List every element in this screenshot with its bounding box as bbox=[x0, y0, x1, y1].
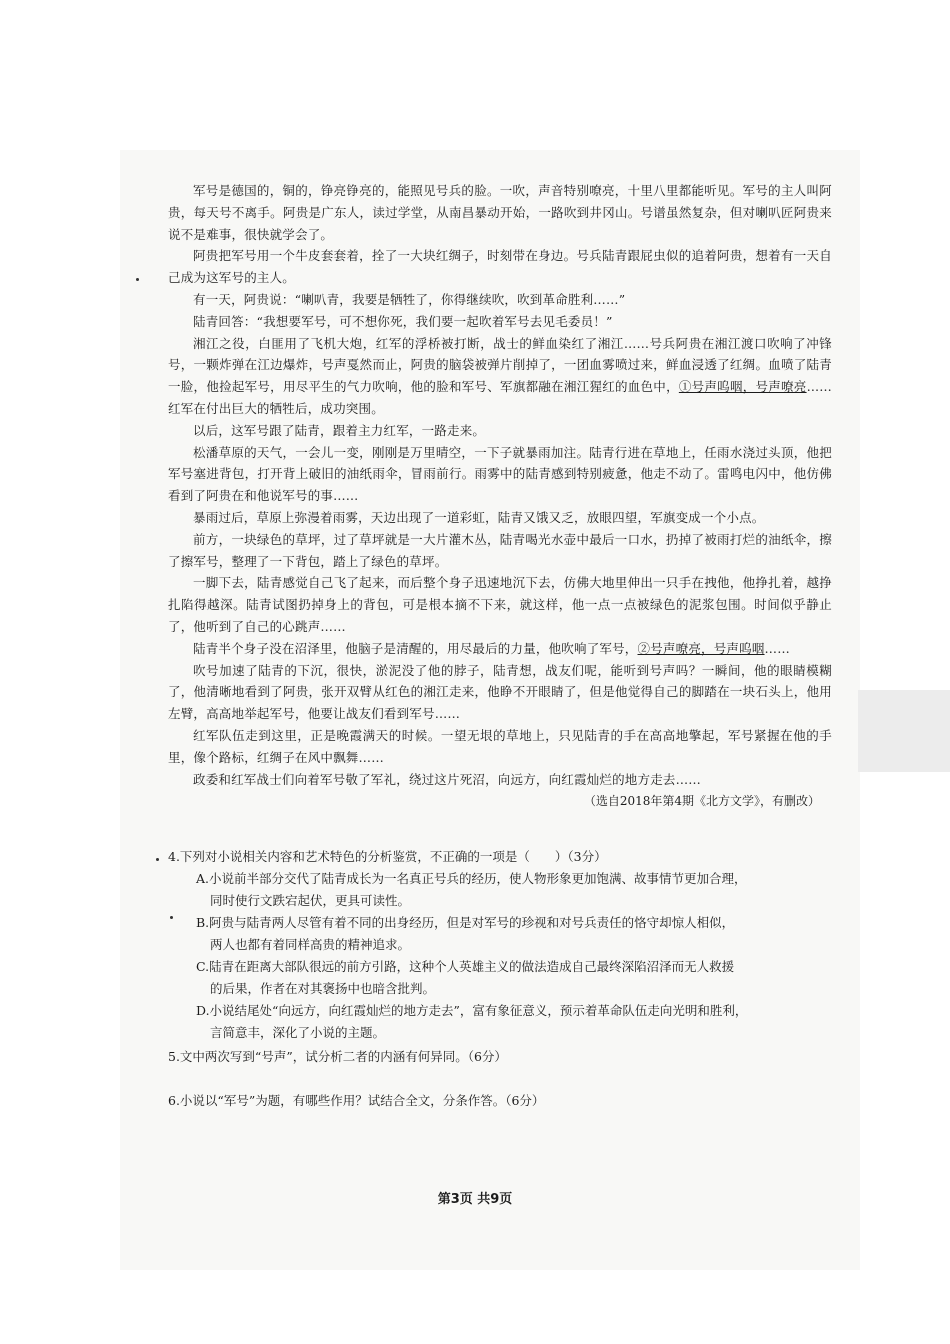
article-paragraph: 吹号加速了陆青的下沉，很快，淤泥没了他的脖子，陆青想，战友们呢，能听到号声吗？一瞬间，他的眼睛模糊了，他清晰地看到了阿贵，张开双臂从红色的湘江走来，他睁不开眼睛了，但是他觉得自己的脚踏在一块石头上，他用左臂，高高地举起军号，他要让战友们看到军号…… bbox=[168, 662, 832, 722]
article-paragraph bbox=[168, 333, 832, 420]
article-paragraph: 红军队伍走到这里，正是晚霞满天的时候。一望无垠的草地上，只见陆青的手在高高地擎起，军号紧握在他的手里，像个路标，红绸子在风中飘舞…… bbox=[168, 727, 832, 765]
source-citation: （选自2018年第4期《北方文学》，有删改） bbox=[583, 794, 820, 809]
option-c: C.陆青在距离大部队很远的前方引路，这种个人英雄主义的做法造成自己最终深陷沼泽而无人救援 bbox=[196, 959, 735, 974]
article-paragraph: 有一天，阿贵说：“喇叭青，我要是牺牲了，你得继续吹，吹到革命胜利……” bbox=[193, 291, 626, 307]
article-paragraph: 阿贵把军号用一个牛皮套套着，拴了一大块红绸子，时刻带在身边。号兵陆青跟屁虫似的追着阿贵，想着有一天自己成为这军号的主人。 bbox=[168, 248, 832, 286]
option-b-cont: 两人也都有着同样高贵的精神追求。 bbox=[210, 937, 411, 952]
paragraph-text: ……红军在付出巨大的牺牲后，成功突围。 bbox=[168, 379, 832, 416]
option-a: A.小说前半部分交代了陆青成长为一名真正号兵的经历，使人物形象更加饱满、故事情节更加合理， bbox=[196, 871, 747, 886]
questions-section bbox=[168, 846, 848, 1112]
article-body bbox=[168, 180, 832, 812]
article-paragraph: 政委和红军战士们向着军号敬了军礼，绕过这片死沼，向远方，向红霞灿烂的地方走去…… bbox=[193, 771, 702, 787]
article-paragraph bbox=[168, 638, 832, 660]
page-number: 第3页 共9页 bbox=[437, 1192, 513, 1207]
scan-shadow bbox=[858, 690, 950, 772]
article-paragraph: 军号是德国的，铜的，铮亮铮亮的，能照见号兵的脸。一吹，声音特别嘹亮，十里八里都能听见。军号的主人叫阿贵，每天号不离手。阿贵是广东人，读过学堂，从南昌暴动开始，一路吹到井冈山。号谱虽然复杂，但对喇叭匠阿贵来说不是难事，很快就学会了。 bbox=[168, 183, 832, 242]
article-paragraph: 前方，一块绿色的草坪，过了草坪就是一大片灌木丛，陆青喝光水壶中最后一口水，扔掉了被雨打烂的油纸伞，擦了擦军号，整理了一下背包，踏上了绿色的草坪。 bbox=[168, 531, 832, 569]
question-5: 5.文中两次写到“号声”，试分析二者的内涵有何异同。（6分） bbox=[168, 1049, 507, 1064]
option-b: B.阿贵与陆青两人尽管有着不同的出身经历，但是对军号的珍视和对号兵责任的恪守却惊人相似， bbox=[196, 915, 735, 930]
option-d-cont: 言简意丰，深化了小说的主题。 bbox=[210, 1025, 386, 1040]
article-paragraph: 松潘草原的天气，一会儿一变，刚刚是万里晴空，一下子就暴雨加注。陆青行进在草地上，任雨水浇过头顶，他把军号塞进背包，打开背上破旧的油纸雨伞，冒雨前行。雨雾中的陆青感到特别疲惫，他走不动了。雷鸣电闪中，他仿佛看到了阿贵在和他说军号的事…… bbox=[168, 444, 832, 504]
paragraph-text: 陆青半个身子没在沼泽里，他脑子是清醒的，用尽最后的力量，他吹响了军号， bbox=[193, 640, 638, 656]
article-paragraph: 以后，这军号跟了陆青，跟着主力红军，一路走来。 bbox=[193, 422, 486, 438]
option-a-cont: 同时使行文跌宕起伏，更具可读性。 bbox=[210, 893, 411, 908]
question-6: 6.小说以“军号”为题，有哪些作用？试结合全文，分条作答。（6分） bbox=[168, 1093, 545, 1108]
article-paragraph: 一脚下去，陆青感觉自己飞了起来，而后整个身子迅速地沉下去，仿佛大地里伸出一只手在拽他，他挣扎着，越挣扎陷得越深。陆青试图扔掉身上的背包，可是根本摘不下来，就这样，他一点一点被绿色的泥浆包围。时间似乎静止了，他听到了自己的心跳声…… bbox=[168, 575, 832, 634]
option-c-cont: 的后果，作者在对其褒扬中也暗含批判。 bbox=[210, 981, 436, 996]
scan-speck bbox=[136, 278, 139, 281]
paragraph-text: 湘江之役，白匪用了飞机大炮，红军的浮桥被打断，战士的鲜血染红了湘江……号兵阿贵在湘江渡口吹响了冲锋号，一颗炸弹在江边爆炸，号声戛然而止，阿贵的脑袋被弹片削掉了，一团血雾喷过来，鲜血浸透了红绸。血喷了陆青一脸，他捡起军号，用尽平生的气力吹响，他的脸和军号、军旗都融在湘江猩红的血色中， bbox=[168, 335, 832, 395]
article-paragraph: 暴雨过后，草原上弥漫着雨雾，天边出现了一道彩虹，陆青又饿又乏，放眼四望，军旗变成一个小点。 bbox=[193, 509, 765, 525]
scan-speck bbox=[156, 858, 159, 861]
option-d: D.小说结尾处“向远方，向红霞灿烂的地方走去”，富有象征意义，预示着革命队伍走向光明和胜利， bbox=[196, 1003, 748, 1018]
article-paragraph: 陆青回答：“我想要军号，可不想你死，我们要一起吹着军号去见毛委员！” bbox=[193, 313, 613, 329]
paragraph-text: …… bbox=[764, 640, 790, 656]
question-4: 4.下列对小说相关内容和艺术特色的分析鉴赏，不正确的一项是（ ）（3分） bbox=[168, 849, 607, 864]
underlined-phrase-2: ②号声嘹亮，号声呜咽 bbox=[637, 640, 765, 656]
underlined-phrase-1: ①号声呜咽，号声嘹亮 bbox=[678, 379, 807, 395]
